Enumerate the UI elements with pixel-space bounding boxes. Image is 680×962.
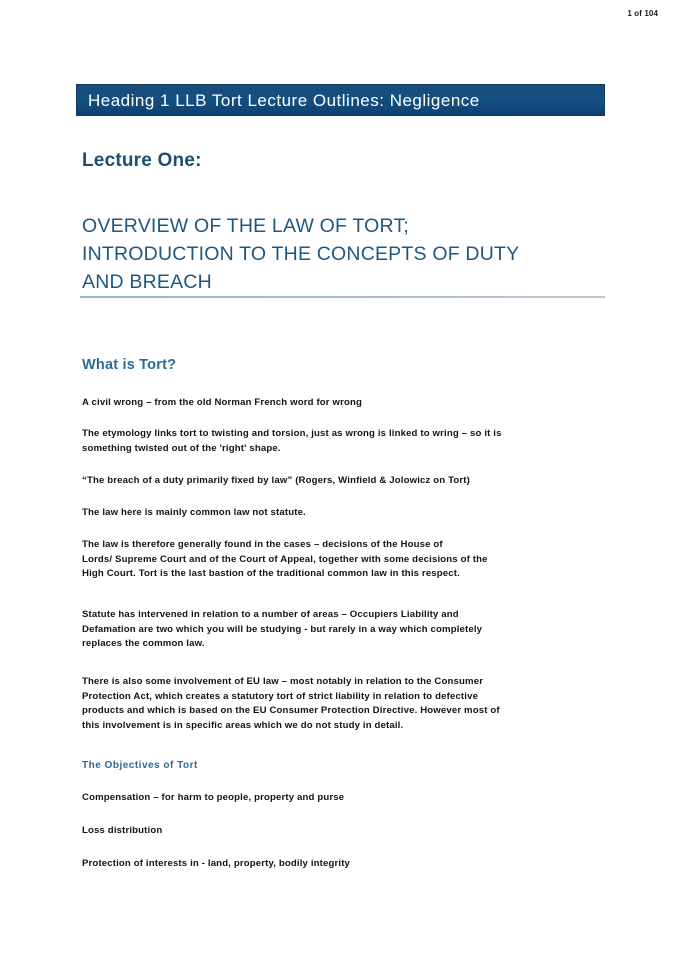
- paragraph-line: Statute has intervened in relation to a number of areas – Occupiers Liability and: [82, 609, 459, 620]
- paragraph-civil-wrong: [82, 396, 604, 411]
- paragraph-common-law: [82, 506, 604, 521]
- lecture-heading: Lecture One:: [82, 150, 202, 171]
- page-title-line-1: OVERVIEW OF THE LAW OF TORT;: [82, 215, 410, 237]
- paragraph-etymology: [82, 427, 604, 456]
- objective-item-loss-distribution: [82, 824, 604, 839]
- paragraph-line: replaces the common law.: [82, 638, 205, 650]
- page-title-line-2: INTRODUCTION TO THE CONCEPTS OF DUTY: [82, 243, 520, 265]
- document-header-banner: [76, 84, 605, 116]
- paragraph-line: The law is therefore generally found in the cases – decisions of the House of: [82, 539, 443, 550]
- paragraph-line: this involvement is in specific areas which we do not study in detail.: [82, 719, 404, 731]
- paragraph-line: Lords/ Supreme Court and of the Court of Appeal, together with some decisions of the: [82, 553, 488, 565]
- paragraph-line: products and which is based on the EU Consumer Protection Directive. However most of: [82, 705, 500, 717]
- objective-item-protection-of-interests: [82, 857, 604, 872]
- paragraph-line: The law here is mainly common law not statute.: [82, 507, 306, 518]
- paragraph-line: Compensation – for harm to people, property and purse: [82, 792, 345, 803]
- page-title-line-3: AND BREACH: [82, 271, 212, 293]
- section-heading-what-is-tort: What is Tort?: [82, 357, 177, 373]
- objective-item-compensation: [82, 791, 604, 806]
- paragraph-statute: [82, 608, 604, 652]
- paragraph-line: Protection of interests in - land, property, bodily integrity: [82, 858, 351, 869]
- paragraph-line: The etymology links tort to twisting and torsion, just as wrong is linked to wring – so it is: [82, 428, 502, 439]
- paragraph-eu-law: [82, 675, 604, 733]
- subsection-heading-objectives-of-tort: The Objectives of Tort: [82, 760, 198, 771]
- paragraph-line: High Court. Tort is the last bastion of the traditional common law in this respect.: [82, 568, 460, 580]
- paragraph-line: Protection Act, which creates a statutory tort of strict liability in relation to defective: [82, 690, 479, 702]
- page-title: [82, 212, 607, 296]
- title-divider-rule: [80, 296, 605, 298]
- paragraph-line: A civil wrong – from the old Norman French word for wrong: [82, 397, 363, 408]
- paragraph-definition-quote: [82, 474, 604, 489]
- paragraph-line: Loss distribution: [82, 825, 163, 836]
- banner-title: Heading 1 LLB Tort Lecture Outlines: Negligence: [88, 90, 480, 110]
- paragraph-line: something twisted out of the 'right' shape.: [82, 442, 281, 454]
- paragraph-line: “The breach of a duty primarily fixed by law” (Rogers, Winfield & Jolowicz on Tort): [82, 475, 470, 486]
- page-indicator: 1 of 104: [627, 9, 658, 18]
- paragraph-cases: [82, 538, 604, 582]
- paragraph-line: There is also some involvement of EU law – most notably in relation to the Consumer: [82, 676, 484, 687]
- paragraph-line: Defamation are two which you will be studying - but rarely in a way which completely: [82, 623, 483, 635]
